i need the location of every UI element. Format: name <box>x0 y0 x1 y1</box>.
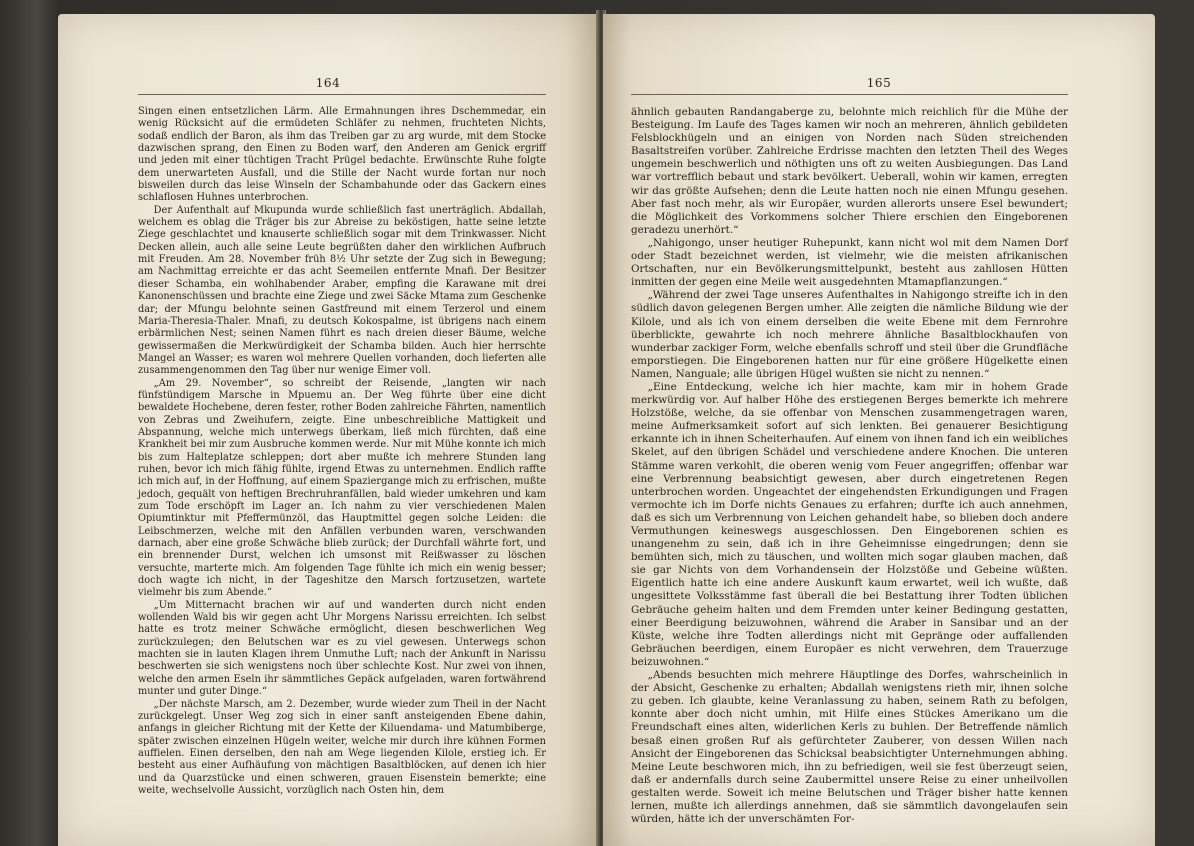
left-page <box>58 14 598 846</box>
paragraph: „Eine Entdeckung, welche ich hier machte, kam mir in hohem Grade merkwürdig vor. Auf halber Höhe des erstiegenen Berges bemerkte ich mehrere Holzstöße, welche, da sie offenbar von Menschen zusammengetragen waren, meine Aufmerksamkeit sofort auf sich lenkten. Bei genauerer Besichtigung erkannte ich in ihnen Scheiterhaufen. Auf einem von ihnen fand ich ein weibliches Skelet, auf den übrigen Schädel und verschiedene andere Knochen. Die unteren Stämme waren verkohlt, die oberen wenig vom Feuer angegriffen; offenbar war eine Verbrennung beabsichtigt gewesen, aber durch eingetretenen Regen unterbrochen worden. Ungeachtet der eingehendsten Erkundigungen und Fragen vermochte ich im Dorfe nichts Genaues zu erfahren; durfte ich auch annehmen, daß es sich um Verbrennung von Leichen gehandelt habe, so blieben doch andere Vermuthungen keineswegs ausgeschlossen. Den Eingeborenen schien es unangenehm zu sein, daß ich in ihre Geheimnisse eingedrungen; denn sie bemühten sich, mich zu täuschen, und wollten mich sogar glauben machen, daß sie gar Nichts von dem Vorhandensein der Holzstöße und Gebeine wüßten. Eigentlich hatte ich eine andere Auskunft kaum erwartet, weil ich wußte, daß ungesittete Volksstämme fast überall die bei Bestattung ihrer Todten üblichen Gebräuche geheim halten und dem Fremden unter keiner Bedingung gestatten, einer Beerdigung beizuwohnen, während die Araber in Sansibar und an der Küste, welche ihre Todten allerdings nicht mit Gepränge oder auffallenden Gebräuchen beerdigen, einem Europäer es nicht verwehren, dem Trauerzuge beizuwohnen.“ <box>631 380 1068 668</box>
page-number-left: 164 <box>315 76 341 90</box>
paragraph: ähnlich gebauten Randangaberge zu, belohnte mich reichlich für die Mühe der Besteigung. Im Laufe des Tages kamen wir noch an mehreren, ähnlich gebildeten Felsblockhügeln und an einigen von Norden nach Süden streichenden Basaltstreifen vorüber. Zahlreiche Erdrisse machten den letzten Theil des Weges ungemein beschwerlich und nöthigten uns oft zu weiten Ausbiegungen. Das Land war vortrefflich bebaut und stark bevölkert. Ueberall, wohin wir kamen, erregten wir das größte Aufsehen; denn die Leute hatten noch nie einen Mfungu gesehen. Aber fast noch mehr, als wir Europäer, wurden allerorts unsere Esel bewundert; die Möglichkeit des Vorkommens solcher Thiere erschien den Eingeborenen geradezu unerhört.“ <box>631 106 1068 236</box>
paragraph: „Der nächste Marsch, am 2. Dezember, wurde wieder zum Theil in der Nacht zurückgelegt. Unser Weg zog sich in einer sanft ansteigenden Ebene dahin, anfangs in gleicher Richtung mit der Kette der Kiluendama- und Matumbiberge, später zwischen einzelnen Hügeln weiter, welche mir durch ihre kühnen Formen auffielen. Einen derselben, den nah am Wege liegenden Kilole, erstieg ich. Er besteht aus einer Aufhäufung von mächtigen Basaltblöcken, auf denen ich hier und da Quarzstücke und einen schweren, grauen Eisenstein bemerkte; eine weite, wechselvolle Aussicht, vorzüglich nach Osten hin, dem <box>138 698 546 796</box>
paragraph: Singen einen entsetzlichen Lärm. Alle Ermahnungen ihres Dschemmedar, ein wenig Rücksicht auf die ermüdeten Schläfer zu nehmen, fruchteten Nichts, sodaß endlich der Baron, als ihm das Treiben gar zu arg wurde, mit dem Stocke dazwischen sprang, den Einen zu Boden warf, den Anderen am Genick ergriff und jeden mit einer tüchtigen Tracht Prügel bedachte. Erwünschte Ruhe folgte dem unerwarteten Ausfall, und die Stille der Nacht wurde fortan nur noch bisweilen durch das leise Winseln der Schambahunde oder das Gackern eines schlaflosen Huhnes unterbrochen. <box>138 106 546 204</box>
right-page-text <box>631 106 1068 826</box>
paragraph: „Am 29. November“, so schreibt der Reisende, „langten wir nach fünfstündigem Marsche in Mpuemu an. Der Weg führte über eine dicht bewaldete Hochebene, deren fester, rother Boden zahlreiche Fährten, namentlich von Zebras und Zweihufern, zeigte. Eine unbeschreibliche Mattigkeit und Abspannung, welche mich unterwegs überkam, ließ mich fürchten, daß eine Krankheit bei mir zum Ausbruche kommen werde. Nur mit Mühe konnte ich mich bis zum Halteplatze schleppen; dort aber mußte ich mehrere Stunden lang ruhen, bevor ich mich fähig fühlte, irgend Etwas zu unternehmen. Endlich raffte ich mich auf, in der Hoffnung, auf einem Spaziergange mich zu erfrischen, mußte jedoch, gequält von heftigen Brechruhranfällen, bald wieder umkehren und kam zum Tode erschöpft im Lager an. Ich nahm zu vier verschiedenen Malen Opiumtinktur mit Pfeffermünzöl, das Hauptmittel gegen solche Leiden: die Leibschmerzen, welche mit den Anfällen verbunden waren, verschwanden darnach, aber eine große Schwäche blieb zurück; der Durchfall währte fort, und ein brennender Durst, welchen ich umsonst mit Reißwasser zu löschen versuchte, marterte mich. Am folgenden Tage fühlte ich mich ein wenig besser; doch wagte ich nicht, in der Tageshitze den Marsch fortzusetzen, wartete vielmehr bis zum Abende.“ <box>138 377 546 599</box>
paragraph: „Nahigongo, unser heutiger Ruhepunkt, kann nicht wol mit dem Namen Dorf oder Stadt bezeichnet werden, ist vielmehr, wie die meisten afrikanischen Ortschaften, nur ein Bevölkerungsmittelpunkt, besteht aus zahllosen Hütten inmitten der gegen eine Meile weit ausgedehnten Mtamapflanzungen.“ <box>631 236 1068 289</box>
left-page-text <box>138 106 546 797</box>
right-page <box>603 14 1155 846</box>
paragraph: „Abends besuchten mich mehrere Häuptlinge des Dorfes, wahrscheinlich in der Absicht, Geschenke zu erhalten; Abdallah wenigstens rieth mir, ihnen solche zu geben. Ich glaubte, keine Veranlassung zu haben, seinem Rath zu befolgen, konnte aber doch nicht umhin, mit Hilfe eines Stückes Amerikano um die Freundschaft eines alten, widerlichen Kerls zu buhlen. Der Betreffende nämlich besaß einen großen Ruf als gefürchteter Zauberer, von dessen Willen nach Ansicht der Eingeborenen das Schicksal beabsichtigter Unternehmungen abhing. Meine Leute beschworen mich, ihn zu befriedigen, weil sie fest überzeugt seien, daß er andernfalls durch seine Zaubermittel unsere Reise zu einer unheilvollen gestalten werde. Soweit ich meine Belutschen und Träger bisher hatte kennen lernen, mußte ich allerdings annehmen, daß sie sämmtlich davongelaufen sein würden, hätte ich der unverschämten For- <box>631 669 1068 826</box>
header-rule-left <box>138 94 546 95</box>
page-number-right: 165 <box>866 76 892 90</box>
paragraph: „Um Mitternacht brachen wir auf und wanderten durch nicht enden wollenden Wald bis wir gegen acht Uhr Morgens Narissu erreichten. Ich selbst hatte es trotz meiner Schwäche ermöglicht, diesen beschwerlichen Weg zurückzulegen; den Belutschen war es zu viel gewesen. Unterwegs schon machten sie in lauten Klagen ihrem Unmuthe Luft; nach der Ankunft in Narissu beschwerten sie sich wenigstens noch über schlechte Kost. Nur zwei von ihnen, welche den armen Eseln ihr sämmtliches Gepäck aufgeladen, waren fortwährend munter und guter Dinge.“ <box>138 599 546 698</box>
paragraph: „Während der zwei Tage unseres Aufenthaltes in Nahigongo streifte ich in den südlich davon gelegenen Bergen umher. Alle zeigten die nämliche Bildung wie der Kilole, und als ich von einem derselben die weite Ebene mit dem Fernrohre überblickte, gewahrte ich noch mehrere ähnliche Basaltblockhaufen von wunderbar zackiger Form, welche ebenfalls schroff und steil über die Grundfläche emporstiegen. Die Eingeborenen hatten nur für eine größere Hügelkette einen Namen, Nanguale; alle übrigen Hügel wußten sie nicht zu nennen.“ <box>631 289 1068 380</box>
header-rule-right <box>631 94 1068 95</box>
paragraph: Der Aufenthalt auf Mkupunda wurde schließlich fast unerträglich. Abdallah, welchem es oblag die Träger bis zur Abreise zu beköstigen, hatte seine letzte Ziege geschlachtet und knauserte schließlich sogar mit dem Trinkwasser. Nicht Decken allein, auch alle seine Leute begrüßten daher den wirklichen Aufbruch mit Freuden. Am 28. November früh 8½ Uhr setzte der Zug sich in Bewegung; am Nachmittag erreichte er das acht Seemeilen entfernte Mnafi. Der Besitzer dieser Schamba, ein wohlhabender Araber, empfing die Karawane mit drei Kanonenschüssen und brachte eine Ziege und zwei Säcke Mtama zum Geschenke dar; der Mfungu belohnte seinen Gastfreund mit einem Terzerol und einem Maria-Theresia-Thaler. Mnafi, zu deutsch Kokospalme, ist übrigens nach einem erbärmlichen Nest; seinen Namen führt es nach dreien dieser Bäume, welche gewissermaßen die Merkwürdigkeit der Schamba bilden. Auch hier herrschte Mangel an Wasser; es waren wol mehrere Quellen vorhanden, doch lieferten alle zusammengenommen den Tag über nur wenige Eimer voll. <box>138 204 546 377</box>
